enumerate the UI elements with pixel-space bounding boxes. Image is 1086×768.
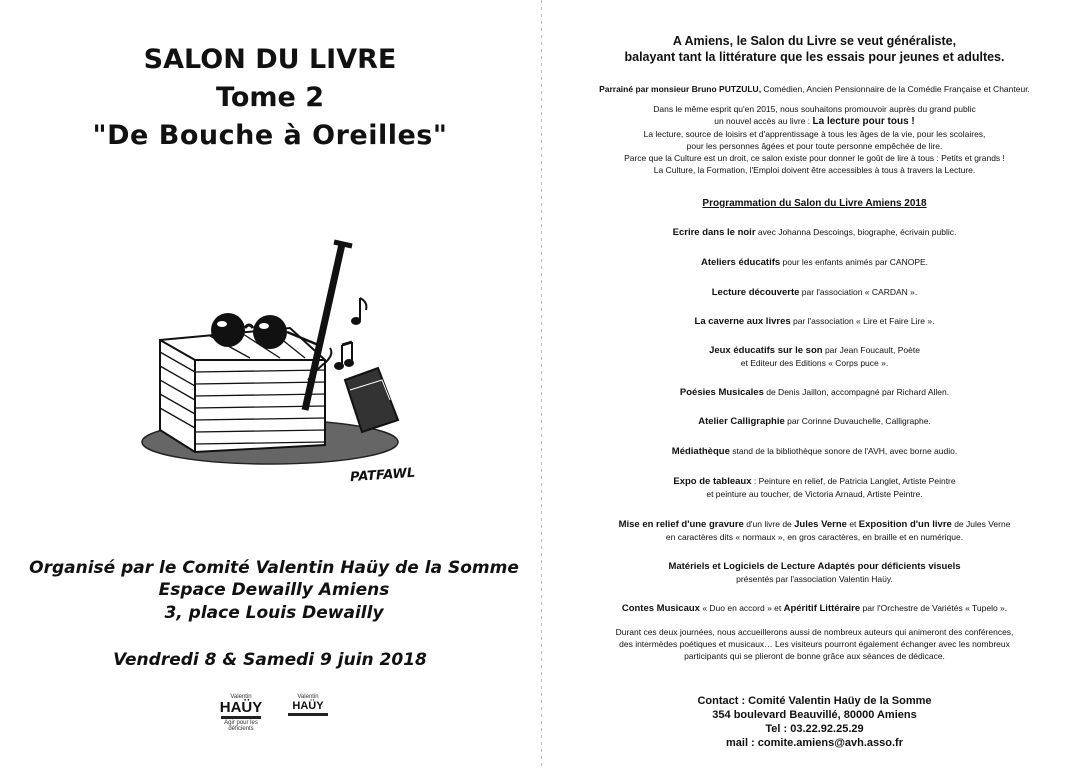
contes-item: [543, 602, 1086, 615]
closing-line-1: Durant ces deux journées, nous accueillerons aussi de nombreux auteurs qui animeront des conférences,: [615, 627, 1014, 637]
patron-rest: Comédien, Ancien Pensionnaire de la Comédie Française et Chanteur.: [761, 84, 1030, 94]
avh-logo-1: [215, 694, 267, 730]
logo1-tagline: Agir pour les déficients: [224, 720, 258, 732]
programme-item: [543, 315, 1086, 328]
mission-line-1: Dans le même esprit qu'en 2015, nous souhaitons promouvoir auprès du grand public: [653, 104, 976, 114]
music-notes-drawing: [335, 298, 366, 369]
title-line-2: Tome 2: [215, 82, 324, 113]
item-desc: par l'association « Lire et Faire Lire ».: [790, 316, 935, 326]
left-page: [0, 0, 540, 768]
programme-item: [543, 445, 1086, 458]
contact-email: mail : comite.amiens@avh.asso.fr: [725, 737, 903, 749]
mission-line-4: pour les personnes âgées et pour toute personne empêchée de lire.: [686, 141, 943, 151]
title-line-1: SALON DU LIVRE: [143, 44, 397, 75]
item-desc-line-2: et peinture au toucher, de Victoria Arnaud, Artiste Peintre.: [706, 489, 923, 499]
contact-address: 354 boulevard Beauvillé, 80000 Amiens: [712, 709, 917, 721]
logo1-big-text: HAÜY: [219, 699, 263, 716]
intro-line-2: balayant tant la littérature que les essais pour jeunes et adultes.: [624, 50, 1005, 64]
item-desc: stand de la bibliothèque sonore de l'AVH, avec borne audio.: [729, 446, 958, 456]
relief-bold-2: Jules Verne: [794, 519, 847, 530]
relief-bold-3: Exposition d'un livre: [858, 519, 952, 530]
relief-text-1: d'un livre de: [743, 519, 795, 529]
closing-line-2: des intermèdes poétiques et musicaux… Les visiteurs pourront également échanger avec les nombreux: [619, 639, 1010, 649]
item-title: Médiathèque: [671, 446, 730, 457]
item-title: Expo de tableaux: [673, 476, 752, 487]
mission-line-2-bold: La lecture pour tous !: [812, 116, 915, 127]
artist-signature: PATFAWL: [349, 465, 416, 486]
relief-text-3: de Jules Verne: [951, 519, 1011, 529]
item-title: Ecrire dans le noir: [672, 227, 756, 238]
item-desc: avec Johanna Descoings, biographe, écrivain public.: [755, 227, 957, 237]
programme-item: [543, 286, 1086, 299]
contes-bold-1: Contes Musicaux: [621, 603, 700, 614]
organizer-line-3: 3, place Louis Dewailly: [164, 603, 384, 623]
item-title: Lecture découverte: [711, 287, 800, 298]
books-illustration: [120, 220, 440, 500]
programme-item: [543, 256, 1086, 269]
mission-line-6: La Culture, la Formation, l'Emploi doivent être accessibles à tous à travers la Lecture.: [653, 165, 976, 175]
intro-line-1: A Amiens, le Salon du Livre se veut généraliste,: [672, 34, 957, 48]
item-desc-line-2: et Editeur des Editions « Corps puce ».: [740, 358, 889, 368]
jules-verne-item: [543, 518, 1086, 544]
contact-org: Contact : Comité Valentin Haüy de la Somme: [697, 695, 932, 707]
relief-bold-1: Mise en relief d'une gravure: [618, 519, 744, 530]
item-desc: : Peinture en relief, de Patricia Langlet, Artiste Peintre: [751, 476, 956, 486]
contes-text-2: par l'Orchestre de Variétés « Tupelo ».: [860, 603, 1008, 613]
item-title: Ateliers éducatifs: [700, 257, 781, 268]
item-desc: de Denis Jaillon, accompagné par Richard Allen.: [763, 387, 950, 397]
item-title: Poésies Musicales: [679, 387, 764, 398]
logo1-small-text: Valentin: [230, 694, 252, 700]
programme-title: Programmation du Salon du Livre Amiens 2018: [702, 198, 927, 209]
patron-bold: Parrainé par monsieur Bruno PUTZULU,: [599, 84, 762, 94]
logo2-small-text: Valentin: [297, 694, 319, 700]
right-page: [543, 0, 1086, 768]
intro: [543, 33, 1086, 65]
relief-text-2: et: [846, 519, 859, 529]
contes-bold-2: Apéritif Littéraire: [783, 603, 861, 614]
contact-phone: Tel : 03.22.92.25.29: [765, 723, 864, 735]
item-desc: par l'association « CARDAN ».: [799, 287, 918, 297]
programme-item: [543, 386, 1086, 399]
avh-logo-2: [282, 694, 334, 730]
event-date: Vendredi 8 & Samedi 9 juin 2018: [113, 650, 427, 670]
mission-line-2: [543, 115, 1086, 128]
logo1-bar: [221, 716, 261, 719]
materials-desc: présentés par l'association Valentin Haüy.: [736, 574, 893, 584]
mission-line-2-pre: un nouvel accès au livre :: [714, 116, 813, 126]
programme-item: [543, 475, 1086, 501]
organizer-line-2: Espace Dewailly Amiens: [158, 580, 390, 600]
closing-paragraph: [543, 626, 1086, 662]
closing-line-3: participants qui se plieront de bonne grâce aux séances de dédicace.: [684, 651, 945, 661]
page-fold: [541, 0, 542, 768]
mission-paragraph: [543, 103, 1086, 176]
organizer-line-1: Organisé par le Comité Valentin Haüy de la Somme: [29, 558, 519, 578]
mission-line-3: La lecture, source de loisirs et d'apprentissage à tous les âges de la vie, pour les scolaires,: [643, 129, 986, 139]
mission-line-5: Parce que la Culture est un droit, ce salon existe pour donner le goût de lire à tous : Petits et grands !: [624, 153, 1005, 163]
programme-item: [543, 226, 1086, 239]
logo2-big-text: HAÜY: [292, 700, 324, 712]
title-line-3: "De Bouche à Oreilles": [92, 120, 448, 151]
cane-drawing: [305, 242, 352, 410]
materials-title: Matériels et Logiciels de Lecture Adaptés pour déficients visuels: [668, 561, 961, 572]
logo2-bar: [288, 713, 328, 716]
contes-text-1: « Duo en accord » et: [699, 603, 784, 613]
item-desc: par Jean Foucault, Poète: [822, 345, 920, 355]
contact-block: [543, 694, 1086, 750]
item-title: La caverne aux livres: [694, 316, 791, 327]
item-desc: pour les enfants animés par CANOPE.: [780, 257, 929, 267]
item-desc: par Corinne Duvauchelle, Calligraphe.: [784, 416, 931, 426]
programme-item: [543, 344, 1086, 370]
materials-item: [543, 560, 1086, 586]
item-title: Jeux éducatifs sur le son: [709, 345, 823, 356]
item-title: Atelier Calligraphie: [698, 416, 785, 427]
programme-item: [543, 415, 1086, 428]
relief-line-2: en caractères dits « normaux », en gros caractères, en braille et en numérique.: [665, 532, 964, 542]
patron-line: [543, 83, 1086, 95]
